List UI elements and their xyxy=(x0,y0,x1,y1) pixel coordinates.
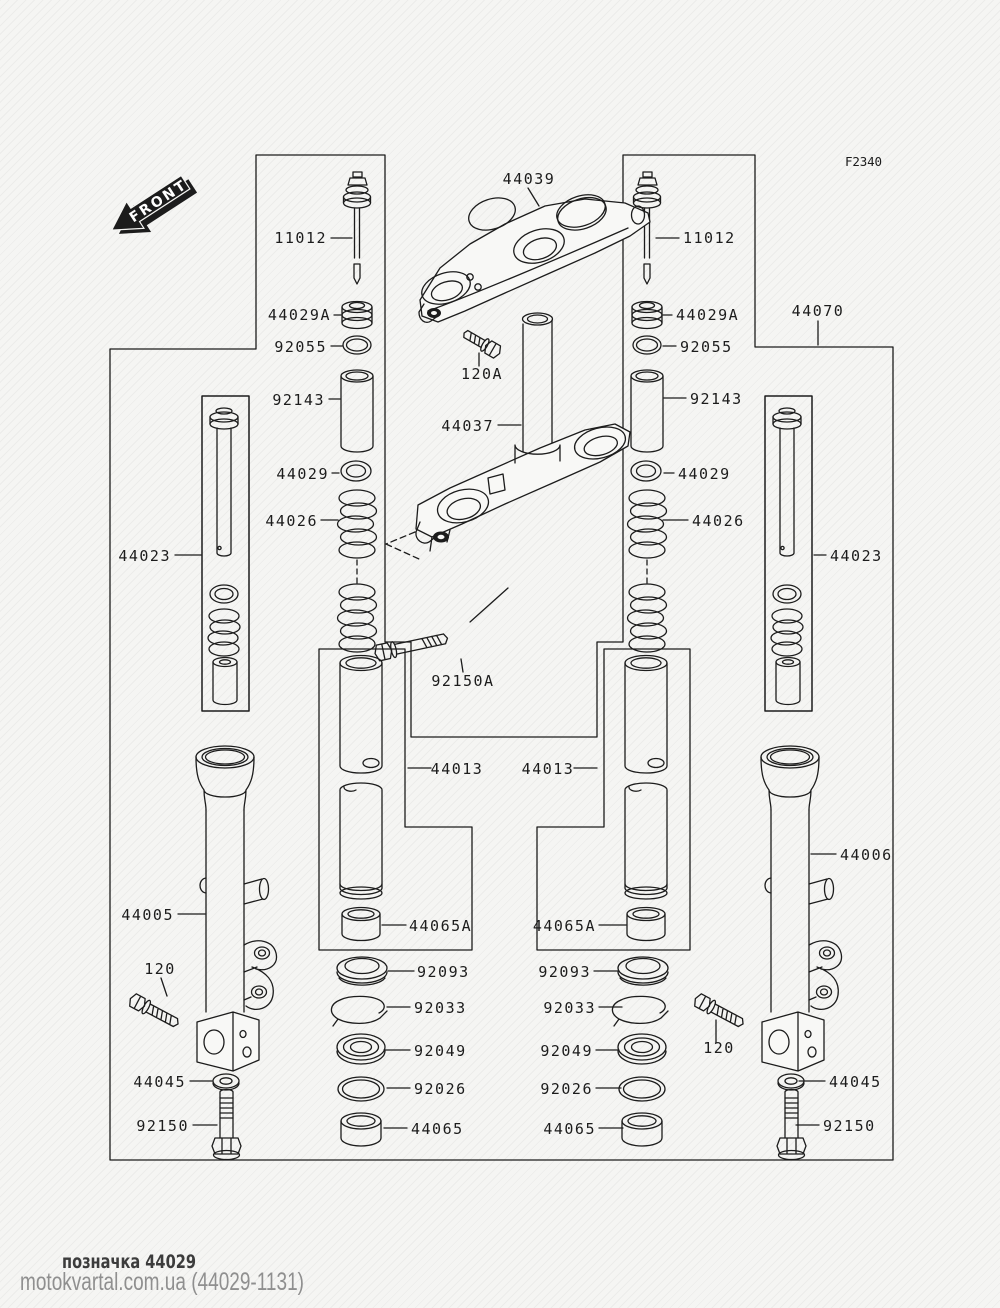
watermark xyxy=(20,1251,304,1296)
left-damper-assembly xyxy=(202,396,249,711)
clamp-bolt-92150a-drawing xyxy=(373,588,508,661)
part-label-right-44006: 44006 xyxy=(840,846,893,864)
part-label-left-44005: 44005 xyxy=(121,906,174,924)
part-label-left-92143: 92143 xyxy=(272,391,325,409)
figure-code-label: F2340 xyxy=(845,154,883,169)
part-label-left-44065: 44065 xyxy=(411,1120,464,1138)
part-label-right-92026: 92026 xyxy=(540,1080,593,1098)
part-label-left-92026: 92026 xyxy=(414,1080,467,1098)
part-label-left-44026: 44026 xyxy=(265,512,318,530)
part-label-right-92143: 92143 xyxy=(690,390,743,408)
part-label-right-44013: 44013 xyxy=(521,760,575,778)
right-inner-tube xyxy=(625,656,667,941)
lower-triple-clamp-drawing xyxy=(386,313,630,559)
steering-stem-bolt-120a-drawing xyxy=(461,327,504,360)
left-cap-parts-column xyxy=(338,172,377,652)
part-label-bolt-92150a: 92150A xyxy=(431,672,495,690)
part-label-lower-clamp-44037: 44037 xyxy=(441,417,494,435)
part-label-bolt-120a: 120A xyxy=(460,365,504,383)
upper-triple-clamp-drawing xyxy=(418,189,650,322)
left-inner-tube xyxy=(340,656,382,941)
part-label-right-44045: 44045 xyxy=(829,1073,882,1091)
part-label-right-44026: 44026 xyxy=(692,512,745,530)
part-label-right-44023: 44023 xyxy=(830,547,883,565)
left-seal-stack xyxy=(331,957,387,1146)
part-label-right-44065: 44065 xyxy=(543,1120,596,1138)
part-label-left-92093: 92093 xyxy=(417,963,470,981)
part-label-right-92055: 92055 xyxy=(680,338,733,356)
part-label-right-44029: 44029 xyxy=(678,465,731,483)
watermark-line2: motokvartal.com.ua (44029-1131) xyxy=(20,1268,304,1296)
left-inner-tube-box xyxy=(319,649,472,950)
part-label-left-44013: 44013 xyxy=(430,760,484,778)
part-label-left-44029a: 44029A xyxy=(267,306,331,324)
part-label-left-44023: 44023 xyxy=(118,547,171,565)
right-cap-parts-column xyxy=(628,172,667,652)
part-label-right-92033: 92033 xyxy=(543,999,596,1017)
left-outer-fork-leg xyxy=(127,746,277,1160)
part-label-right-11012: 11012 xyxy=(683,229,736,247)
right-seal-stack xyxy=(612,957,668,1146)
part-label-left-120: 120 xyxy=(144,960,176,978)
part-label-right-44029a: 44029A xyxy=(676,306,740,324)
part-label-left-44045: 44045 xyxy=(133,1073,186,1091)
part-label-top-clamp-44039: 44039 xyxy=(502,170,556,188)
part-label-left-92033: 92033 xyxy=(414,999,467,1017)
part-label-right-120: 120 xyxy=(703,1039,735,1057)
part-label-left-92150: 92150 xyxy=(136,1117,189,1135)
part-label-fork-assy-44070: 44070 xyxy=(791,302,845,320)
part-label-right-44065a: 44065A xyxy=(532,917,596,935)
part-label-right-92150: 92150 xyxy=(823,1117,876,1135)
front-direction-arrow xyxy=(103,167,201,250)
part-label-left-44029: 44029 xyxy=(276,465,329,483)
part-label-right-92049: 92049 xyxy=(540,1042,593,1060)
part-number-labels xyxy=(118,154,892,1138)
part-label-left-44065a: 44065A xyxy=(409,917,473,935)
watermark-line1: позначка 44029 xyxy=(62,1251,196,1273)
part-label-left-92055: 92055 xyxy=(274,338,327,356)
part-label-left-92049: 92049 xyxy=(414,1042,467,1060)
right-outer-fork-leg xyxy=(692,746,842,1160)
front-arrow-label: FRONT xyxy=(126,176,191,227)
part-label-right-92093: 92093 xyxy=(538,963,591,981)
part-label-left-11012: 11012 xyxy=(274,229,327,247)
right-damper-assembly xyxy=(765,396,812,711)
